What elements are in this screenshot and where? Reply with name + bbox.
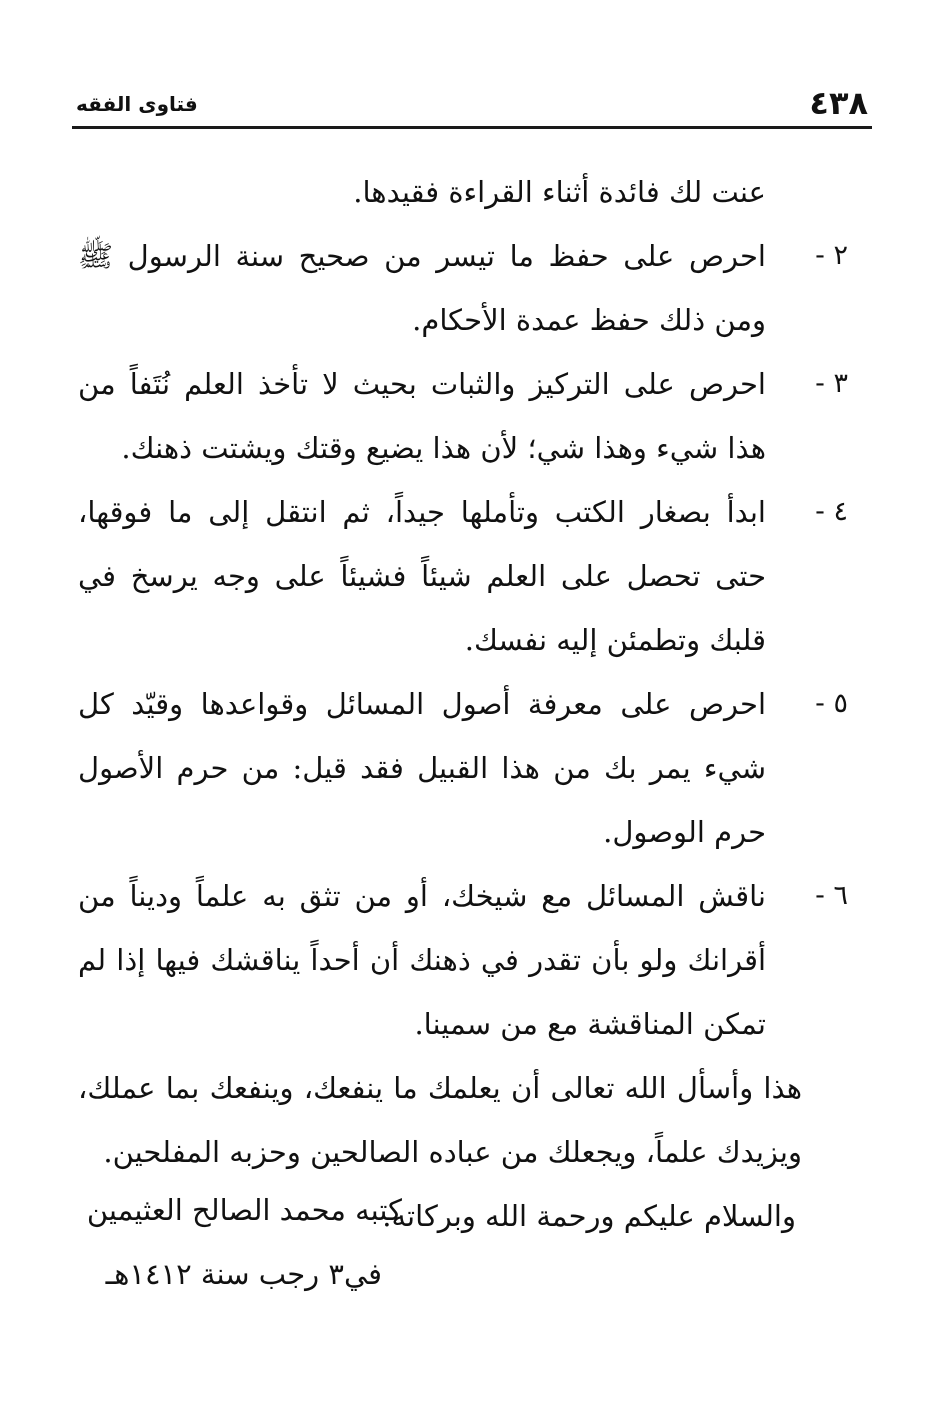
item-text: احرص على معرفة أصول المسائل وقواعدها وقيّد كل شيء يمر بك من هذا القبيل فقد قيل: من حرم الأصول حرم الوصول. <box>78 687 766 849</box>
list-item <box>78 352 848 480</box>
closing-paragraph: هذا وأسأل الله تعالى أن يعلمك ما ينفعك، وينفعك بما عملك، ويزيدك علماً، ويجعلك من عباده الصالحين وحزبه المفلحين. <box>78 1071 802 1169</box>
item-text: احرص على حفظ ما تيسر من صحيح سنة الرسول ﷺ ومن ذلك حفظ عمدة الأحكام. <box>78 239 766 337</box>
salutation: والسلام عليكم ورحمة الله وبركاته. <box>382 1199 796 1233</box>
body-text <box>78 160 848 1248</box>
item-number: ٣ - <box>815 368 848 399</box>
item-number: ٥ - <box>815 688 848 719</box>
list-item <box>78 224 848 352</box>
item-number: ٤ - <box>815 496 848 527</box>
author-signature: كتبه محمد الصالح العثيمين <box>86 1193 402 1227</box>
page-header <box>72 82 872 129</box>
item-number: ٢ - <box>815 240 848 271</box>
item-text: ناقش المسائل مع شيخك، أو من تثق به علماً وديناً من أقرانك ولو بأن تقدر في ذهنك أن أحداً يناقشك فيها إذا لم تمكن المناقشة مع من سمينا. <box>78 879 766 1041</box>
item-text: ابدأ بصغار الكتب وتأملها جيداً، ثم انتقل إلى ما فوقها، حتى تحصل على العلم شيئاً فشيئاً على وجه يرسخ في قلبك وتطمئن إليه نفسك. <box>78 495 766 657</box>
list-item <box>78 672 848 864</box>
page-number: ٤٣٨ <box>809 84 868 122</box>
intro-line: عنت لك فائدة أثناء القراءة فقيدها. <box>353 175 766 209</box>
list-item <box>78 864 848 1056</box>
list-item <box>78 480 848 672</box>
signature-block <box>78 1178 498 1306</box>
item-number: ٦ - <box>815 880 848 911</box>
signature-date: في٣ رجب سنة ١٤١٢هـ <box>105 1257 382 1291</box>
item-text: احرص على التركيز والثبات بحيث لا تأخذ العلم نُتَفاً من هذا شيء وهذا شي؛ لأن هذا يضيع وقتك ويشتت ذهنك. <box>78 367 766 465</box>
book-title: فتاوى الفقه <box>76 92 198 116</box>
